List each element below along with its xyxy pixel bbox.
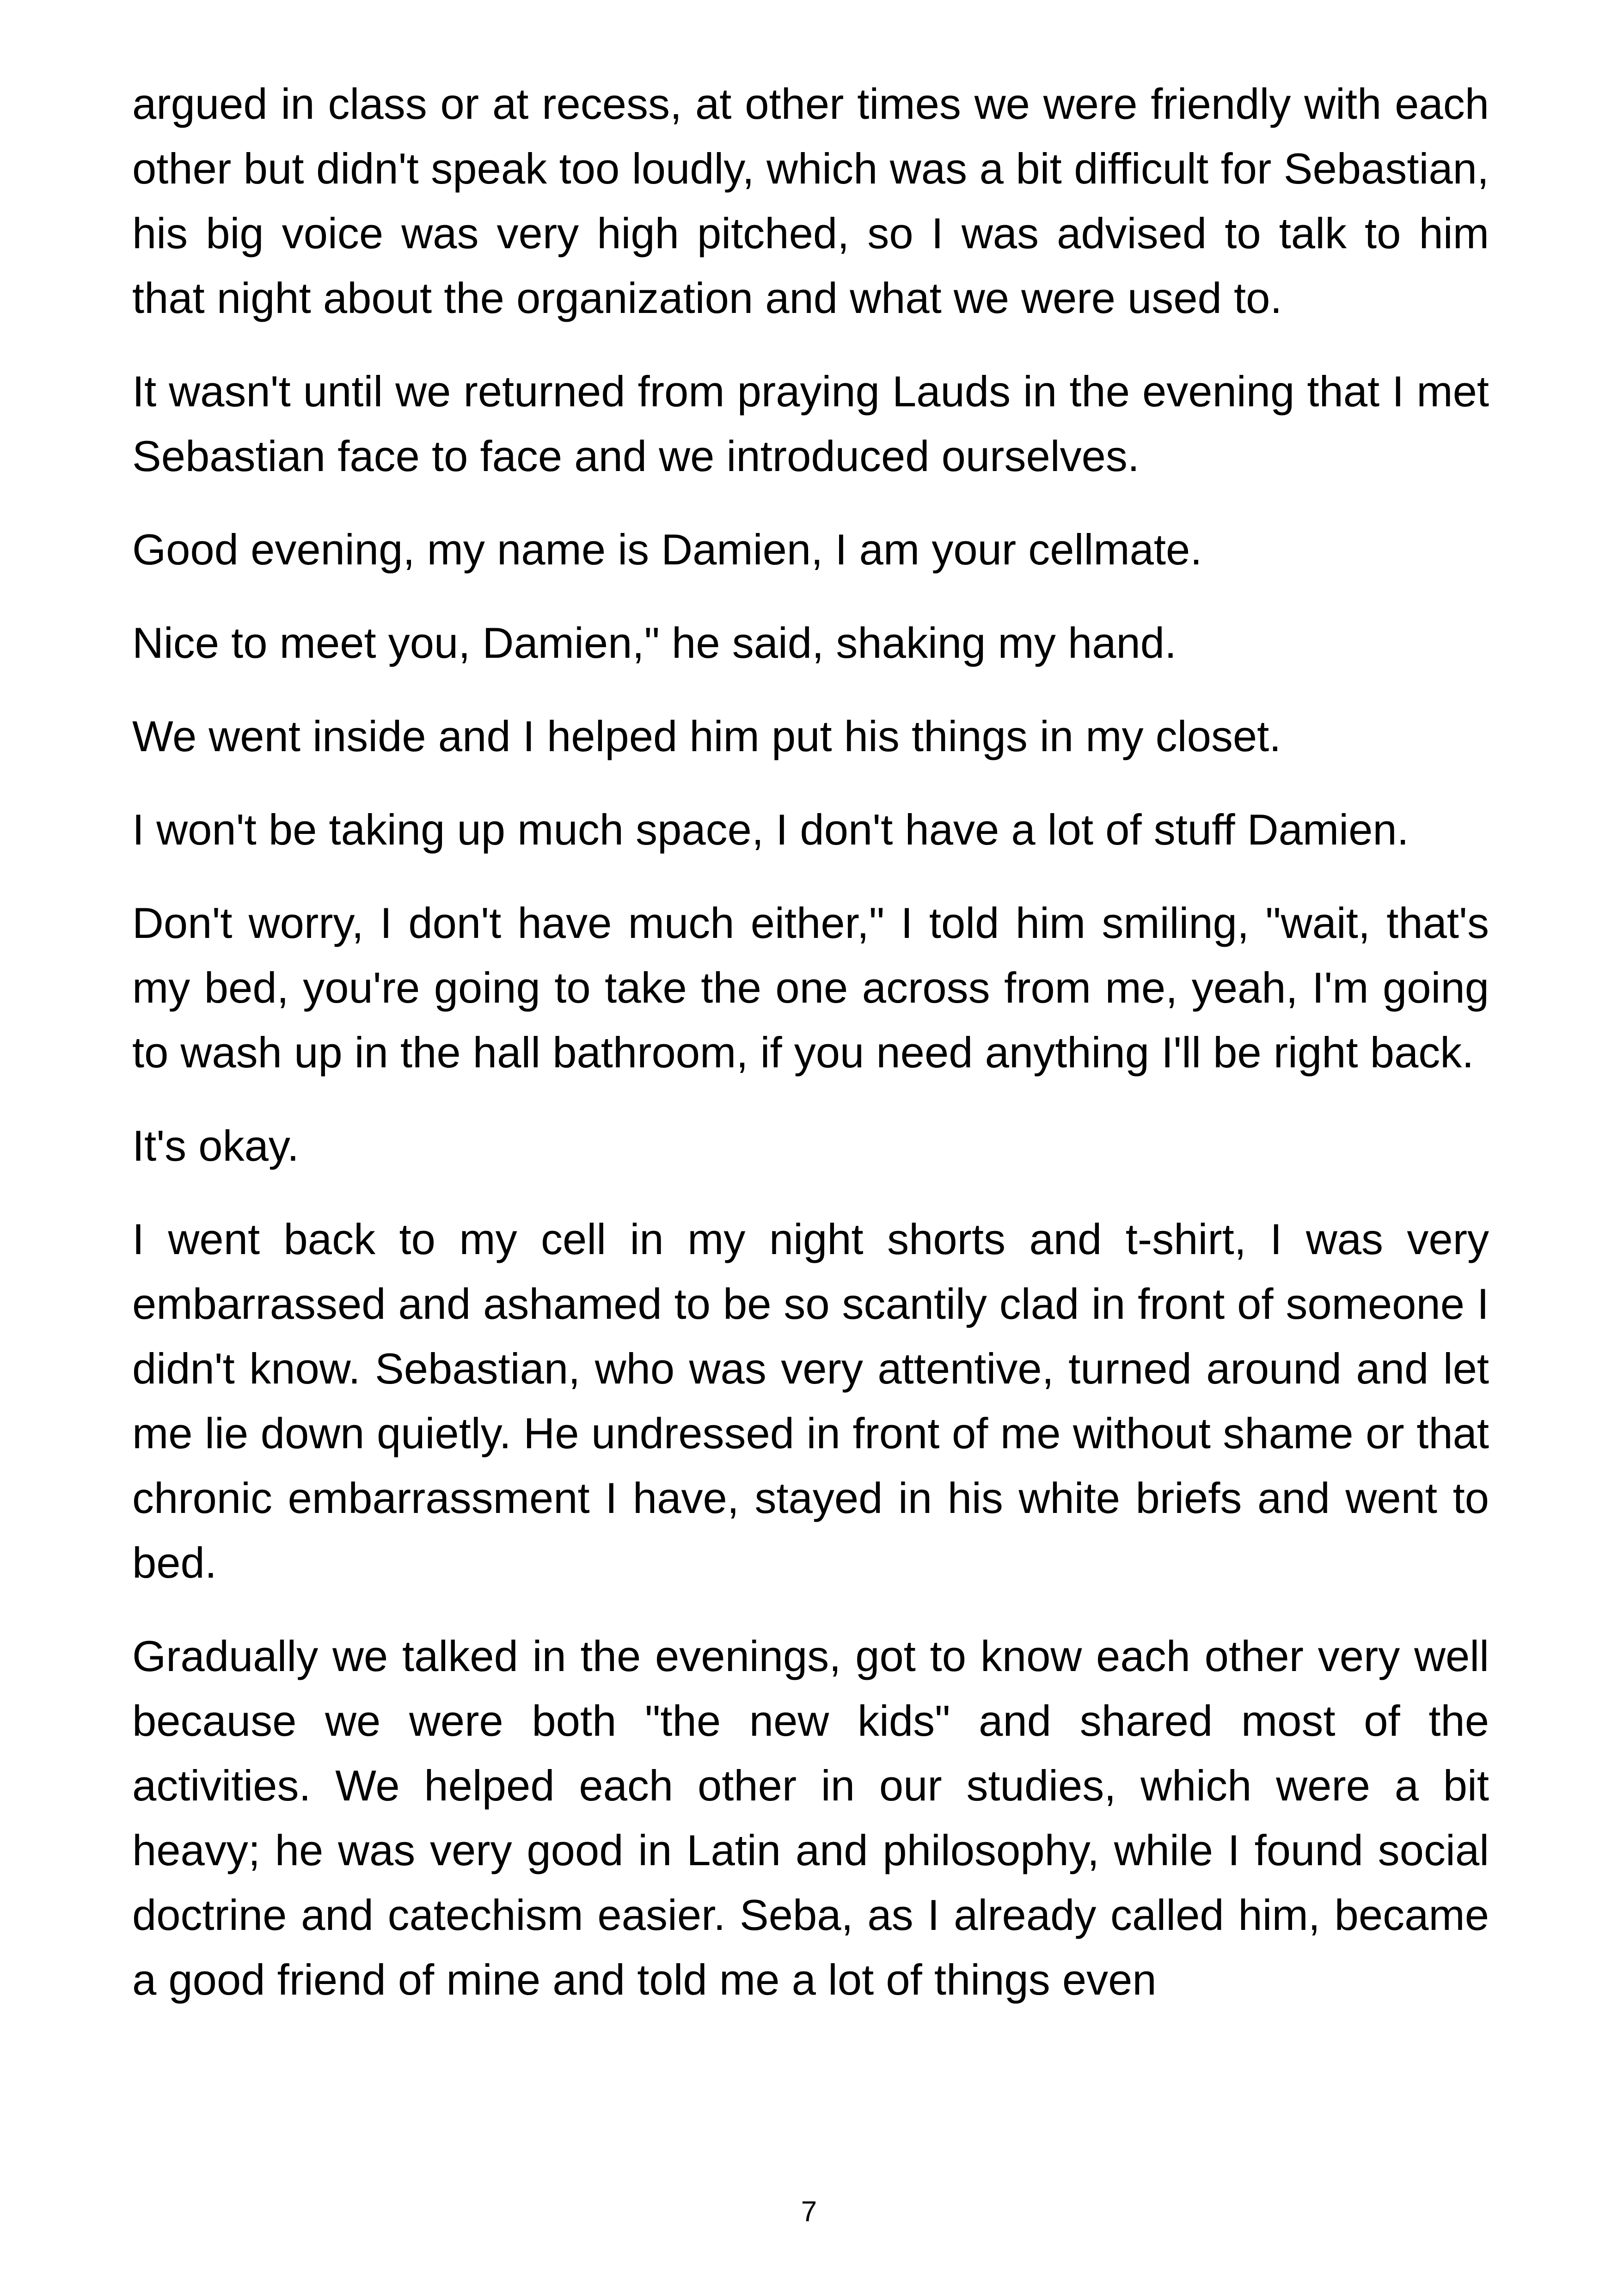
paragraph: We went inside and I helped him put his things in my closet. <box>132 712 1281 760</box>
page-number: 7 <box>801 2196 817 2228</box>
paragraph: I won't be taking up much space, I don't have a lot of stuff Damien. <box>132 805 1409 854</box>
paragraph: It wasn't until we returned from praying Lauds in the evening that I met Sebastian face to face and we introduced ourselves. <box>132 367 1489 480</box>
paragraph: Gradually we talked in the evenings, got to know each other very well because we were both "the new kids" and shared most of the activities. We helped each other in our studies, which were a bit heavy; he was very good in Latin and philosophy, while I found social doctrine and catechism easier. Seba, as I already called him, became a good friend of mine and told me a lot of things even <box>132 1632 1489 2004</box>
paragraph: Don't worry, I don't have much either," I told him smiling, "wait, that's my bed, you're going to take the one across from me, yeah, I'm going to wash up in the hall bathroom, if you need anything I'll be right back. <box>132 899 1489 1077</box>
body-text <box>132 72 1489 2012</box>
paragraph: argued in class or at recess, at other times we were friendly with each other but didn't speak too loudly, which was a bit difficult for Sebastian, his big voice was very high pitched, so I was advised to talk to him that night about the organization and what we were used to. <box>132 80 1489 322</box>
paragraph: Nice to meet you, Damien," he said, shaking my hand. <box>132 618 1177 667</box>
paragraph: It's okay. <box>132 1121 299 1170</box>
paragraph: Good evening, my name is Damien, I am your cellmate. <box>132 525 1202 574</box>
paragraph: I went back to my cell in my night shorts and t-shirt, I was very embarrassed and ashamed to be so scantily clad in front of someone I didn't know. Sebastian, who was very attentive, turned around and let me lie down quietly. He undressed in front of me without shame or that chronic embarrassment I have, stayed in his white briefs and went to bed. <box>132 1215 1489 1587</box>
